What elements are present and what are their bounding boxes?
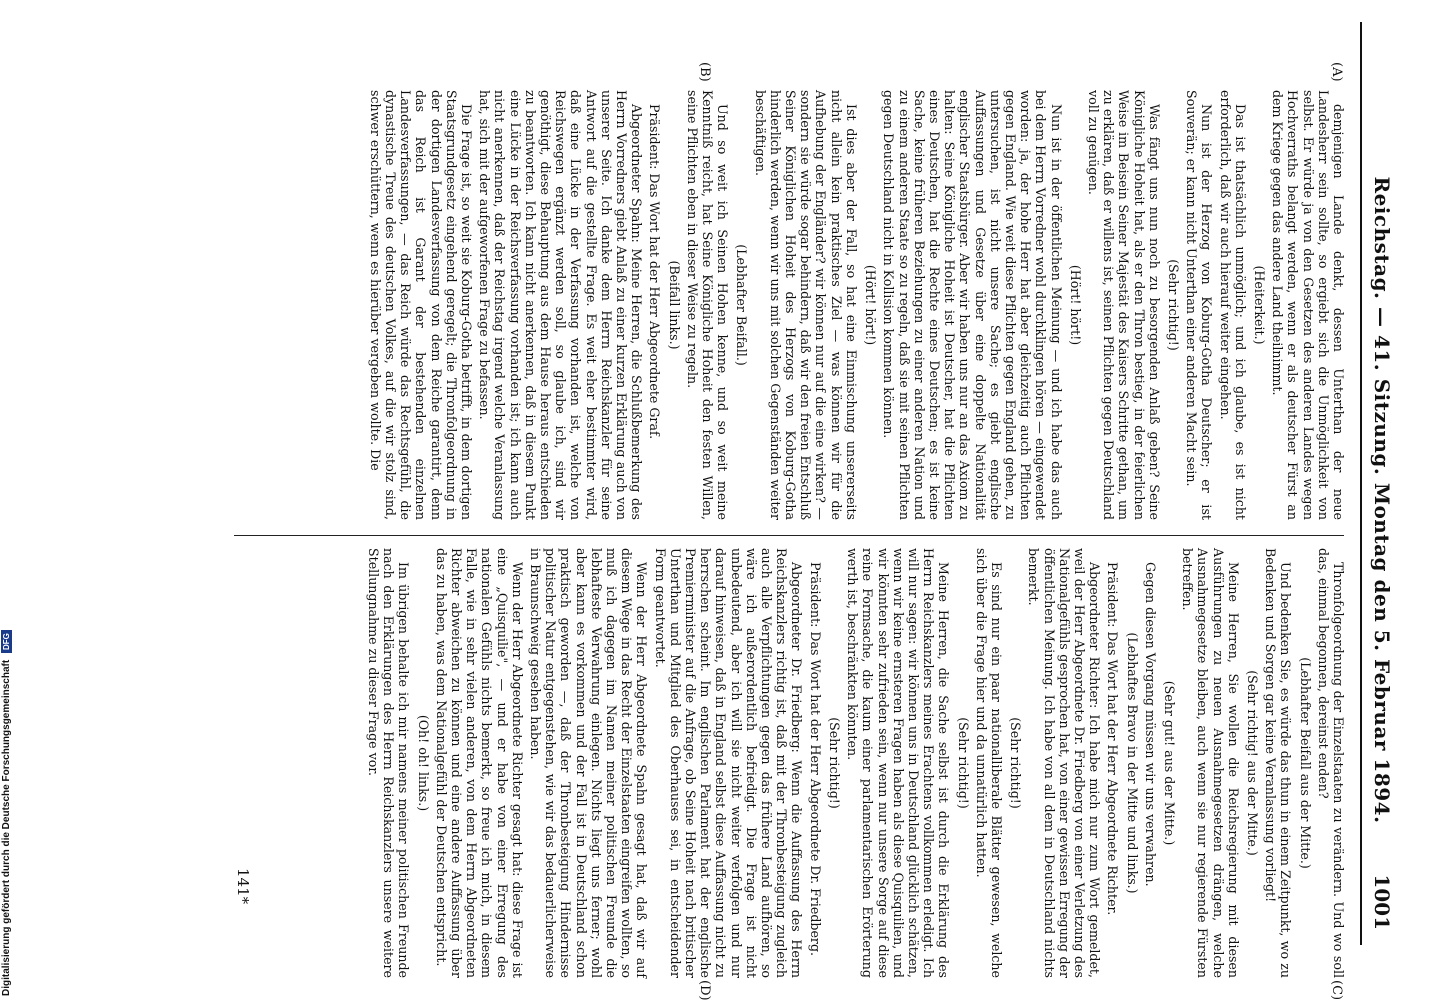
margin-mark-d: (D): [697, 980, 712, 1001]
digitization-note: Digitalisierung gefördert durch die Deutsche Forschungsgemeinschaft: [1, 659, 12, 996]
paragraph: (Oh! oh! links.): [415, 714, 431, 812]
running-title: Reichstag. — 41. Sitzung. Montag den 5. Februar 1894.: [1370, 176, 1394, 824]
dfg-logo: DFG: [1, 630, 12, 653]
paragraph: (Lebhafter Beifall aus der Mitte.): [1297, 657, 1313, 869]
paragraph: (Hört! hört!): [863, 264, 879, 346]
paragraph: Die Frage ist, so weit sie Koburg-Gotha betrifft, in dem dortigen Staatsgrundgesetz eingehend geregelt; die Thronfolgeordnung in der dortigen Landesverfassung von dem Reiche garantirt, denn das Reich ist Garant der bestehenden einzelnen Landesverfassungen, — das Reich würde das Rechtsgefühl, die dynastische Treue des deutschen Volkes, auf die wir stolz sind, schwer erschüttern, wenn es hierüber vergeben wollte. Die: [367, 90, 475, 520]
paragraph: Es sind nur ein paar nationalliberale Blätter gewesen, welche sich über die Frage hier und da unnatürlich hatten.: [973, 548, 1004, 978]
paragraph: Präsident: Das Wort hat der Herr Abgeordnete Richter.: [1105, 562, 1121, 916]
paragraph: Was fängt uns nun noch zu besorgenden Anlaß geben? Seine Königliche Hoheit hat, als er den Thron bestieg, in der feierlichen Weise im Beisein Seiner Majestät des Kaisers Schritte gethan, um zu erklären, daß er willens ist, seinen Pflichten gegen Deutschland voll zu genügen.: [1085, 90, 1162, 520]
paragraph: Präsident: Das Wort hat der Herr Abgeordnete Dr. Friedberg.: [807, 562, 823, 957]
paragraph: (Beifall links.): [666, 260, 682, 350]
paragraph: Und so weit ich Seinen Hohen kenne, und so weit meine Kenntniß reicht, hat Seine Königliche Hoheit den festen Willen, seine Pflichten eben in dieser Weise zu regeln.: [684, 90, 731, 520]
paragraph: Nun ist der Herzog von Koburg-Gotha Deutscher; er ist Souverän; er kann nicht Unterthan einer anderen Macht sein.: [1184, 90, 1215, 520]
paragraph: (Heiterkeit.): [1251, 265, 1267, 345]
paragraph: demjenigen Lande denkt, dessen Unterthan der neue Landesherr sein sollte, so ergiebt sich die Unmöglichkeit von selbst. Er würde ja von den Gesetzen des anderen Landes wegen Hochverraths belangt werden, wenn er als deutscher Fürst an dem Kriege gegen das andere Land theilnimmt.: [1270, 90, 1346, 520]
paragraph: (Sehr richtig!): [955, 717, 971, 809]
paragraph: Ist dies aber der Fall, so hat eine Einmischung unsererseits nicht allein kein praktisches Ziel — was können wir für die Aufhebung der Engländer? wir können nur auf die eine wirken? — sondern sie würde sogar behindern, daß wir den freien Entschluß Seiner Königlichen Hoheit des Herzogs von Koburg-Gotha hinderlich werden, wenn wir uns mit solchen Gegenständen weiter beschäftigen.: [752, 90, 859, 520]
header-rule: [1360, 22, 1362, 945]
paragraph: (Lebhafter Beifall.): [734, 244, 750, 366]
paragraph: Im übrigen behalte ich mir namens meiner politischen Freunde nach den Erklärungen des Herrn Reichskanzlers unsere weitere Stellungnahme zu dieser Frage vor.: [366, 548, 412, 978]
printer-signature: 141*: [234, 868, 252, 905]
column-divider: [234, 535, 1344, 536]
margin-mark-c: (C): [1329, 980, 1344, 1001]
right-column: [363, 548, 1346, 978]
paragraph: Wenn der Herr Abgeordnete Spahn gesagt hat, daß wir auf diesem Wege in das Recht der Einzelstaaten eingreifen wollten, so muß ich dagegen im Namen meiner politischen Freunde die lebhafteste Verwahrung einlegen. Nichts liegt uns ferner; wohl aber kann es vorkommen und der Fall ist in Deutschland schon praktisch geworden —, daß der Thronbesteigung Hindernisse politischer Natur entgegenstehen, wie wir das bedauerlicherweise in Braunschweig gesehen haben.: [528, 548, 650, 978]
paragraph: (Lebhaftes Bravo in der Mitte und links.): [1124, 632, 1140, 894]
paragraph: Und bedenken Sie, es würde das thun in einem Zeitpunkt, wo zu Bedenken und Sorgen gar keine Veranlassung vorliegt!: [1263, 548, 1294, 978]
paragraph: (Sehr richtig!): [826, 717, 842, 809]
paragraph: Abgeordneter Richter: Ich habe mich nur zum Wort gemeldet, weil der Herr Abgeordnete Dr. Friedberg von einer Verletzung des Nationalgefühls gesprochen hat, von einer gewissen Erregung der öffentlichen Meinung. Ich habe von all dem in Deutschland nichts bemerkt.: [1026, 548, 1103, 978]
paragraph: Abgeordneter Spahn: Meine Herren, die Schlußbemerkung des Herrn Vorredners giebt Anlaß zu einer kurzen Erklärung auch von unserer Seite. Ich danke dem Herrn Reichskanzler für seine Antwort auf die gestellte Frage. Es weit eher bestimmter wird, daß eine Lücke in der Verfassung vorhanden ist, welche von Reichswegen ergänzt werden soll, so glaube ich, sind wir genöthigt, diese Behauptung aus dem Hause heraus entschieden zu beantworten. Ich kann nicht anerkennen, daß in diesem Punkt eine Lücke in der Reichsverfassung vorhanden ist; ich kann auch nicht anerkennen, daß der Reichstag irgend welche Veranlassung hat, sich mit der aufgeworfenen Frage zu befassen.: [477, 90, 645, 520]
paragraph: Präsident: Das Wort hat der Herr Abgeordnete Graf.: [647, 104, 663, 440]
paragraph: Abgeordneter Dr. Friedberg: Wenn die Auffassung des Herrn Reichskanzlers richtig ist, daß mit der Thronbesteigung zugleich auch alle Verpflichtungen gegen das frühere Land aufhören, so wäre ich außerordentlich befriedigt. Die Frage ist nicht unbedeutend, aber ich will sie nicht weiter verfolgen und nur darauf hinweisen, daß in England selbst diese Auffassung nicht zu herrschen scheint. Im englischen Parlament hat der englische Premierminister auf die Anfrage, ob Seine Hoheit nach britischer Unterthan und Mitglied des Oberhauses sei, in entscheidender Form geantwortet.: [652, 548, 805, 978]
paragraph: Nun ist in der öffentlichen Meinung — und ich habe das auch bei dem Herrn Vorredner wohl durchklingen hören — eingewendet worden: ja, der hohe Herr hat aber gleichzeitig auch Pflichten gegen England. Wie weit diese Pflichten gegen England gehen, zu untersuchen, ist nicht unsere Sache; es giebt englische Auffassungen und Gesetze über eine doppelte Nationalität englischer Staatsbürger. Aber wir haben uns nur an das Axiom zu halten: Seine Königliche Hoheit ist Deutscher, hat die Pflichten eines Deutschen, hat die Rechte eines Deutschen; es ist keine Sache, keine früheren Beziehungen zu einer anderen Nation und zu einem anderen Staate so zu regeln, daß sie mit seinen Pflichten gegen Deutschland nicht in Kollision kommen können.: [881, 90, 1064, 520]
digitization-strip: [0, 0, 14, 1000]
page-number: 1001: [1370, 874, 1394, 930]
paragraph: Das ist thatsächlich unmöglich; und ich glaube, es ist nicht erforderlich, daß wir auch hierauf weiter eingehen.: [1217, 90, 1248, 520]
digitization-note-row: [0, 0, 14, 1000]
paragraph: Thronfolgeordnung der Einzelstaaten zu verändern. Und wo soll das, einmal begonnen, dereinst enden?: [1315, 548, 1346, 978]
paragraph: (Sehr gut! aus der Mitte.): [1161, 680, 1177, 846]
paragraph: Meine Herren, die Sache selbst ist durch die Erklärung des Herrn Reichskanzlers meines Erachtens vollkommen erledigt. Ich will nur sagen: wir können uns in Deutschland glücklich schätzen, wenn wir keine ernsteren Fragen haben als diese Quisquilien, und wir könnten sehr zufrieden sein, wenn nur unsere Sorge auf diese reine Formsache, die kaum einer parlamentarischen Erörterung werth ist, beschränkten könnten.: [845, 548, 952, 978]
margin-mark-a: (A): [1329, 62, 1344, 82]
paragraph: Meine Herren, Sie wollen die Reichsregierung mit diesen Ausführungen zu neuen Ausnahmegesetzen drängen, welche Ausnahmegesetze bleiben, auch wenn sie nur regierende Fürsten betreffen.: [1180, 548, 1241, 978]
paragraph: Gegen diesen Vorgang müssen wir uns verwahren.: [1142, 562, 1158, 887]
margin-mark-b: (B): [697, 62, 712, 82]
paragraph: (Sehr richtig!): [1008, 717, 1024, 809]
paragraph: (Sehr richtig!): [1165, 259, 1181, 351]
paragraph: (Hört! hört!): [1067, 264, 1083, 346]
left-column: [365, 90, 1346, 520]
paragraph: (Sehr richtig! aus der Mitte.): [1244, 670, 1260, 856]
paragraph: Wenn der Herr Abgeordnete Richter gesagt hat: diese Frage ist eine „Quisquilie", — und er habe von einer Erregung des nationalen Gefühls nichts bemerkt, so freue ich mich, in diesem Falle, wie in sehr vielen anderen, von dem Herrn Abgeordneten Richter abweichen zu können und eine andere Auffassung über das zu haben, was dem Nationalgefühl der Deutschen entspricht.: [433, 548, 525, 978]
page-header: [1364, 0, 1394, 1000]
